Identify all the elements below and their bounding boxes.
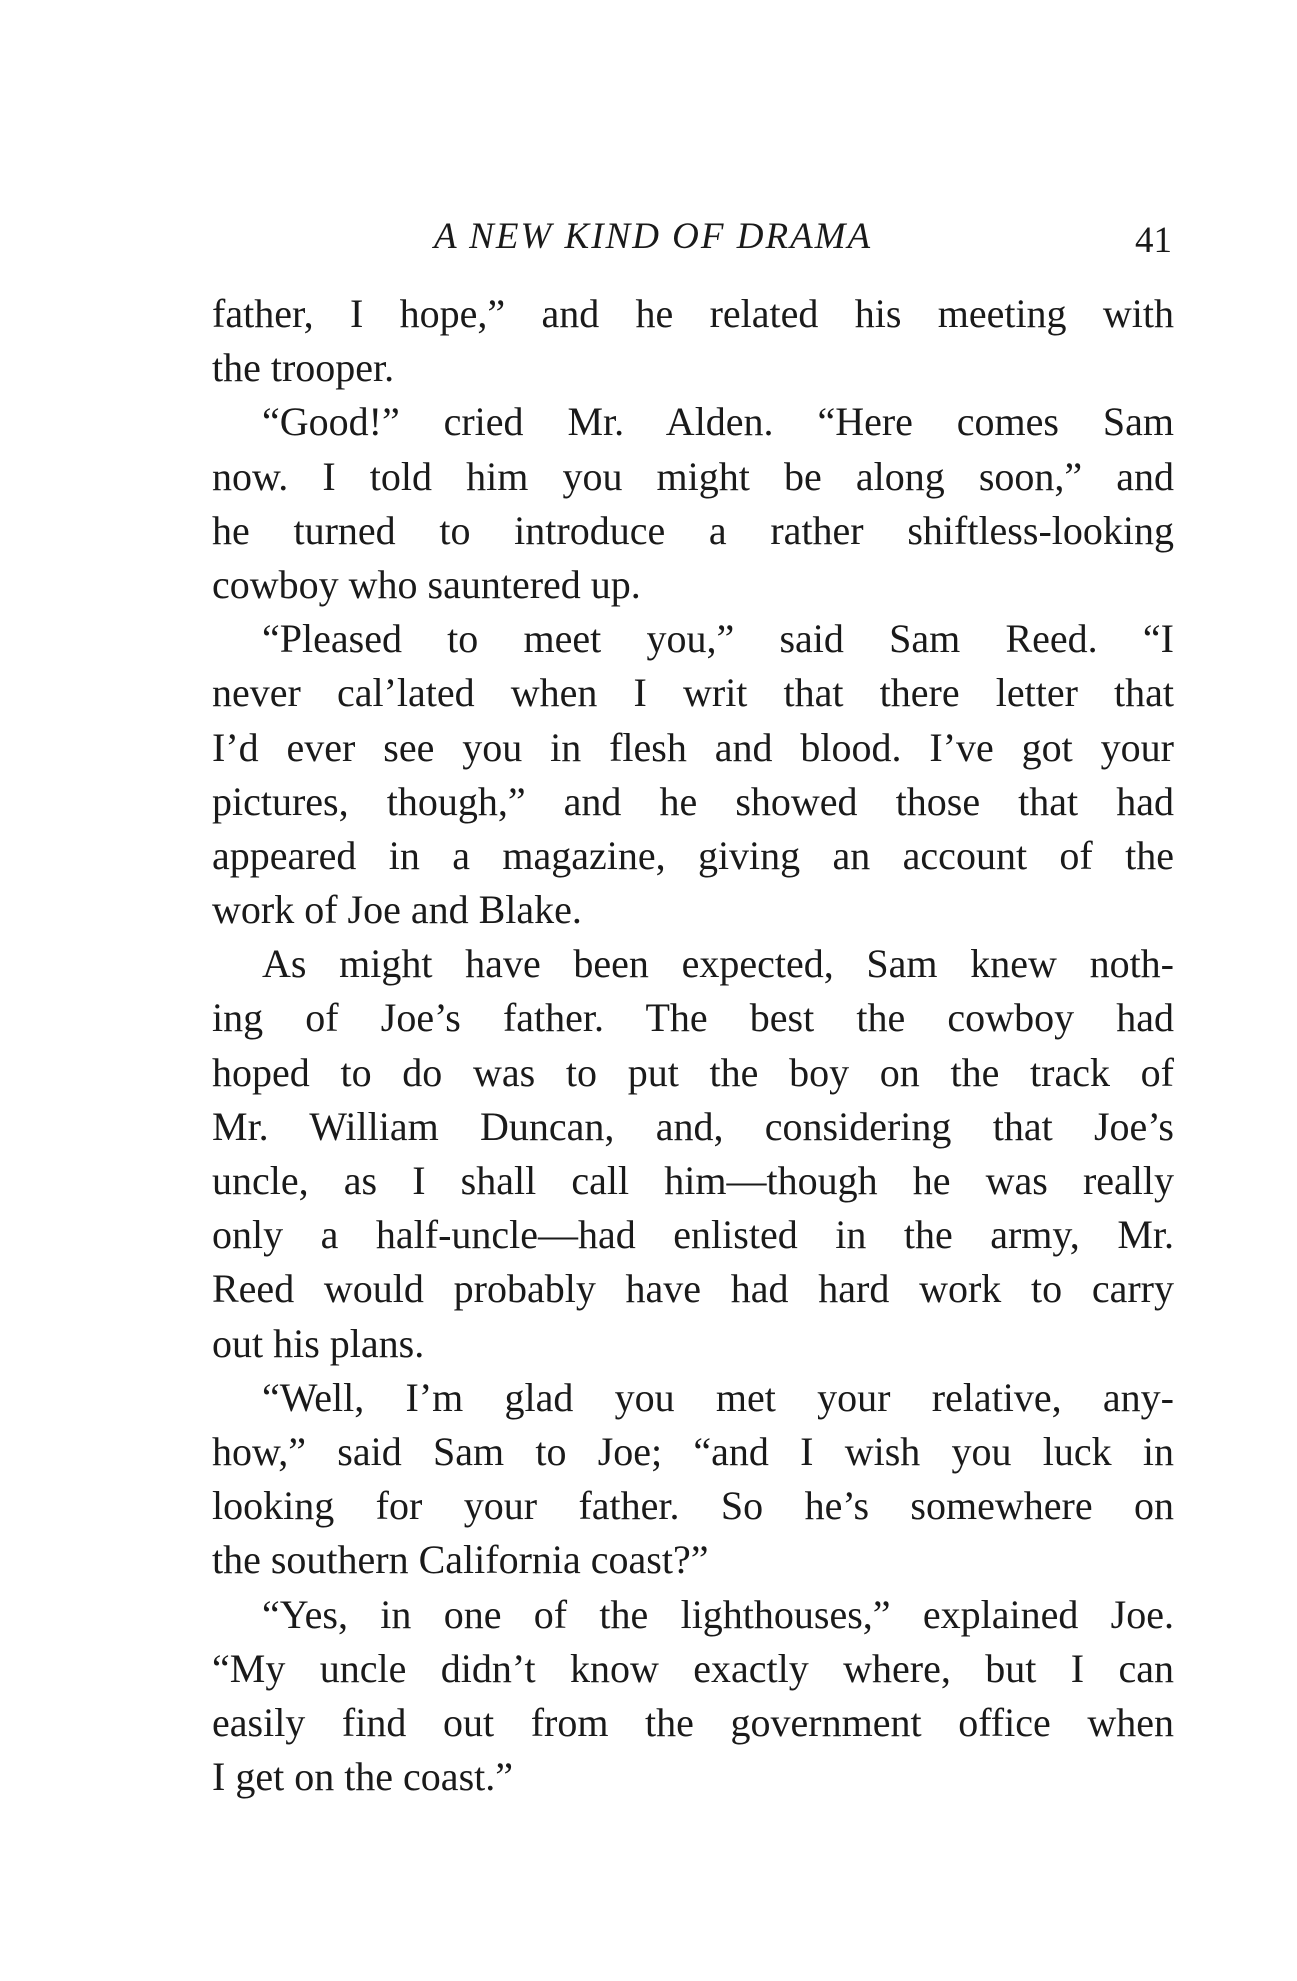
text-line: out his plans. [212, 1320, 425, 1366]
text-line: “Pleased to meet you,” said Sam Reed. “I [262, 616, 1174, 662]
text-line: uncle, as I shall call him—though he was really [212, 1158, 1174, 1203]
text-line: he turned to introduce a rather shiftless-looking [212, 507, 1174, 553]
text-line: easily find out from the government office when [212, 1699, 1174, 1745]
text-line: pictures, though,” and he showed those that had [212, 778, 1174, 824]
text-line: the trooper. [212, 345, 395, 391]
text-line: “Good!” cried Mr. Alden. “Here comes Sam [262, 399, 1174, 445]
text-line: the southern California coast?” [212, 1537, 709, 1583]
text-line: “My uncle didn’t know exactly where, but I can [212, 1645, 1174, 1691]
text-line: never cal’lated when I writ that there letter that [212, 670, 1174, 716]
text-line: hoped to do was to put the boy on the track of [212, 1049, 1174, 1095]
text-line: “Well, I’m glad you met your relative, any- [262, 1374, 1174, 1420]
text-line: appeared in a magazine, giving an account of the [212, 832, 1174, 878]
text-line: Mr. William Duncan, and, considering that Joe’s [212, 1103, 1174, 1149]
text-line: ing of Joe’s father. The best the cowboy had [212, 995, 1174, 1041]
text-line: how,” said Sam to Joe; “and I wish you luck in [212, 1428, 1174, 1474]
text-line: only a half-uncle—had enlisted in the army, Mr. [212, 1212, 1174, 1258]
text-line: cowboy who sauntered up. [212, 561, 641, 607]
page-number: 41 [1135, 220, 1172, 261]
body-text [212, 287, 1174, 1804]
text-line: work of Joe and Blake. [212, 887, 582, 933]
text-line: “Yes, in one of the lighthouses,” explained Joe. [262, 1591, 1174, 1637]
text-line: father, I hope,” and he related his meeting with [212, 291, 1174, 336]
text-line: looking for your father. So he’s somewhere on [212, 1483, 1174, 1529]
text-line: As might have been expected, Sam knew noth- [262, 941, 1174, 987]
text-line: I get on the coast.” [212, 1754, 513, 1800]
text-line: now. I told him you might be along soon,” and [212, 453, 1174, 499]
running-title: A NEW KIND OF DRAMA [434, 216, 873, 257]
text-line: Reed would probably have had hard work to carry [212, 1266, 1174, 1312]
text-line: I’d ever see you in flesh and blood. I’ve got your [212, 724, 1174, 770]
running-head [212, 212, 1172, 262]
